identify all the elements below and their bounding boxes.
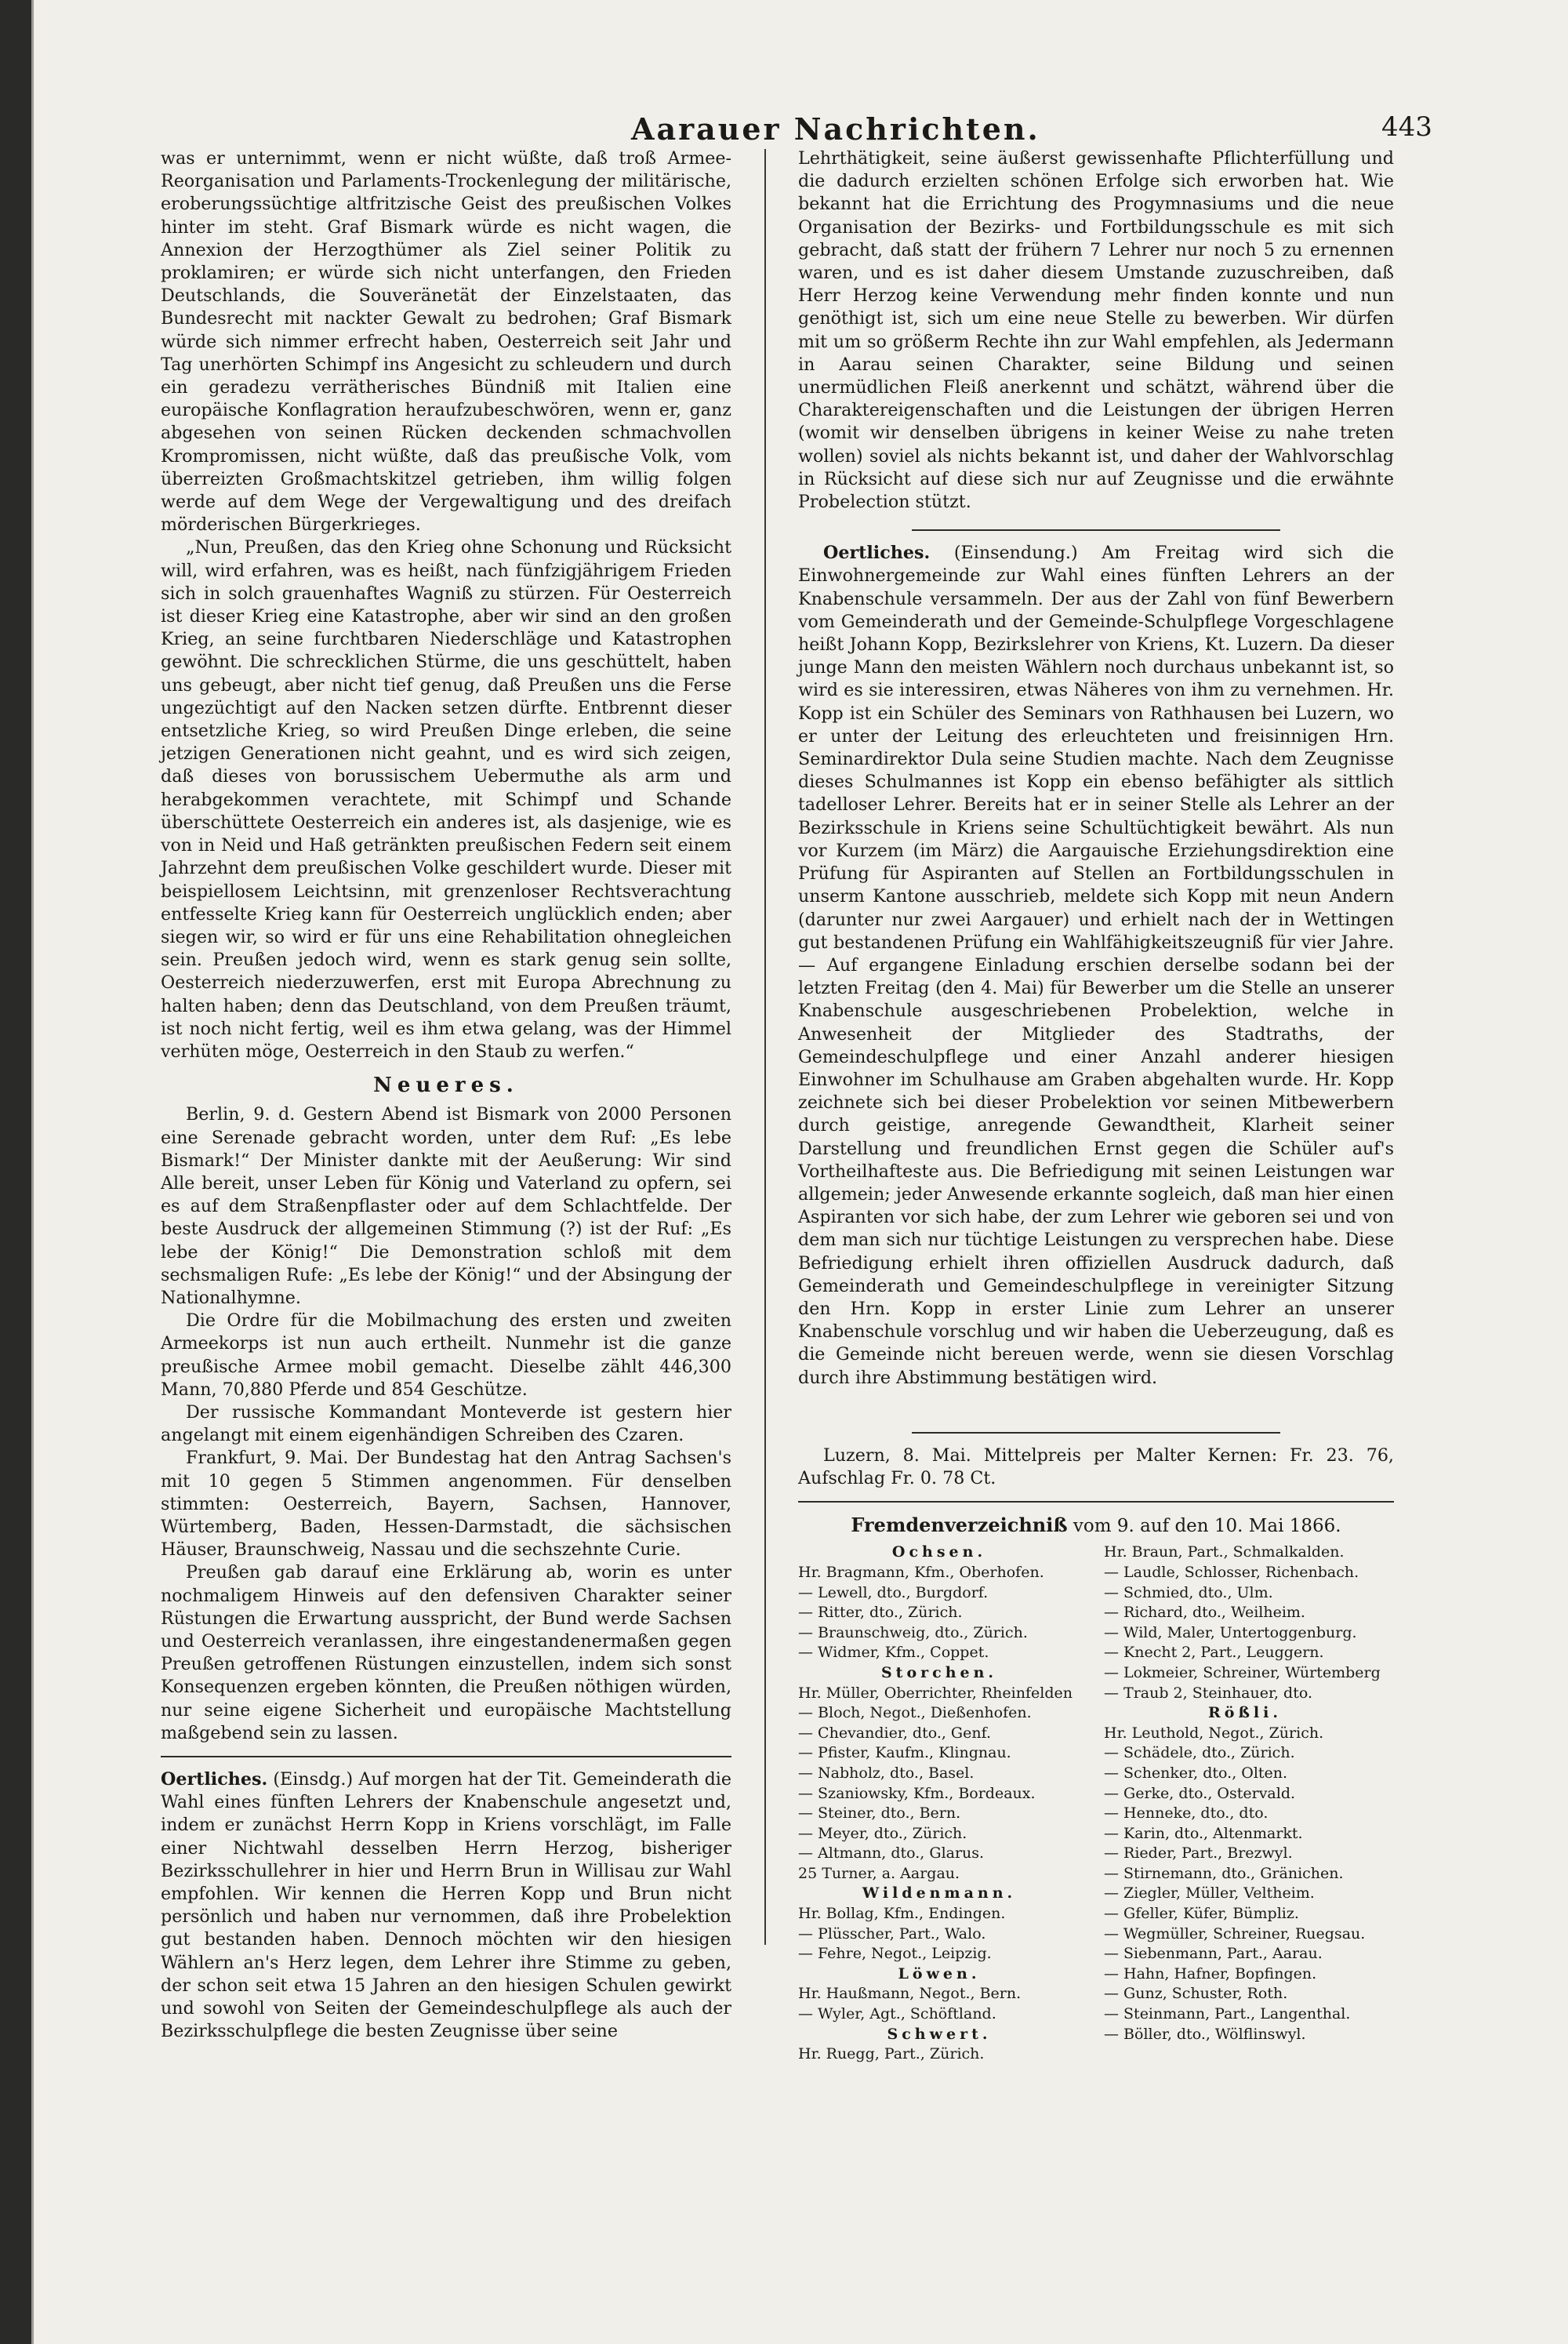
right-column xyxy=(798,147,1394,2065)
visitors-list-right xyxy=(1104,1543,1386,2064)
visitor-entry: Hr. Leuthold, Negot., Zürich. xyxy=(1104,1724,1324,1742)
visitor-entry: — Bloch, Negot., Dießenhofen. xyxy=(798,1704,1032,1722)
berlin-article: Berlin, 9. d. Gestern Abend ist Bismark von 2000 Personen eine Serenade gebracht worden, unter dem Ruf: „Es lebe Bismark!“ Der Minister dankte mit der Aeußerung: Wir sind Alle bereit, unser Leben für König und Vaterland zu opfern, sei es auf dem Straßenpflaster oder auf dem Schlachtfelde. Der beste Ausdruck der allgemeinen Stimmung (?) ist der Ruf: „Es lebe der König!“ Die Demonstration schloß mit dem sechsmaligen Rufe: „Es lebe der König!“ und der Absingung der Nationalhymne. xyxy=(161,1104,731,1308)
left-paragraph-2: „Nun, Preußen, das den Krieg ohne Schonung und Rücksicht will, wird erfahren, was es heißt, nach fünfzigjährigem Frieden sich in solch grauenhaftes Wagniß zu stürzen. Für Oesterreich ist dieser Krieg eine Katastrophe, aber wir sind an den großen Krieg, an seine furchtbaren Niederschläge und Katastrophen gewöhnt. Die schrecklichen Stürme, die uns geschüttelt, haben uns gebeugt, aber nicht tief genug, daß Preußen uns die Ferse ungezüchtigt auf den Nacken setzen dürfte. Entbrennt dieser entsetzliche Krieg, so wird Preußen Dinge erleben, die seine jetzigen Generationen nicht geahnt, und es wird sich zeigen, daß dieses von borussischem Uebermuthe als arm und herabgekommen verachtete, mit Schimpf und Schande überschüttete Oesterreich ein anderes ist, als dasjenige, wie es von in Neid und Haß getränkten preußischen Federn seit einem Jahrzehnt dem preußischen Volke geschildert wurde. Dieser mit beispiellosem Leichtsinn, mit grenzenloser Rechtsverachtung entfesselte Krieg kann für Oesterreich unglücklich enden; aber siegen wir, so wird er für uns eine Rehabilitation ohnegleichen sein. Preußen jedoch wird, wenn es stark genug sein sollte, Oesterreich niederzuwerfen, erst mit Europa Abrechnung zu halten haben; denn das Deutschland, von dem Preußen träumt, ist noch nicht fertig, weil es ihm etwa gelang, was der Himmel verhüten möge, Oesterreich in den Staub zu werfen.“ xyxy=(161,537,731,1062)
left-column xyxy=(161,147,731,2043)
visitor-entry: Hr. Müller, Oberrichter, Rheinfelden xyxy=(798,1684,1073,1702)
visitor-entry: — Schädele, dto., Zürich. xyxy=(1104,1744,1295,1762)
visitors-title xyxy=(798,1514,1394,1538)
oertliches-heading-1: Oertliches. xyxy=(161,1769,268,1790)
visitor-entry: — Widmer, Kfm., Coppet. xyxy=(798,1644,989,1662)
visitor-entry: — Steinmann, Part., Langenthal. xyxy=(1104,2005,1351,2023)
hotel-heading: Rößli. xyxy=(1208,1704,1282,1722)
russian-commander-article: Der russische Kommandant Monteverde ist gestern hier angelangt mit einem eigenhändigen Schreiben des Czaren. xyxy=(161,1401,731,1446)
visitor-entry: — Szaniowsky, Kfm., Bordeaux. xyxy=(798,1784,1036,1802)
visitor-entry: — Gunz, Schuster, Roth. xyxy=(1104,1985,1288,2003)
visitor-entry: — Braunschweig, dto., Zürich. xyxy=(798,1623,1028,1641)
hotel-heading: Wildenmann. xyxy=(862,1884,1017,1902)
visitor-entry: — Wegmüller, Schreiner, Ruegsau. xyxy=(1104,1924,1366,1942)
masthead-title: Aarauer Nachrichten. xyxy=(631,111,1040,147)
continued-paragraph: Lehrthätigkeit, seine äußerst gewissenhafte Pflichterfüllung und die dadurch erzielten schönen Erfolge sich erworben hat. Wie bekannt hat die Errichtung des Progymnasiums und die neue Organisation der Bezirks- und Fortbildungsschule es mit sich gebracht, daß statt der frühern 7 Lehrer nur noch 5 zu ernennen waren, und es ist daher diesem Umstande zuzuschreiben, daß Herr Herzog keine Verwendung mehr finden konnte und nun genöthigt ist, sich um eine neue Stelle zu bewerben. Wir dürfen mit um so größerm Rechte ihn zur Wahl empfehlen, als Jedermann in Aarau seinen Charakter, seine Bildung und seinen unermüdlichen Fleiß anerkennt und schätzt, während über die Charaktereigenschaften und die Leistungen der übrigen Herren (womit wir denselben übrigens in keiner Weise zu nahe treten wollen) soviel als nichts bekannt ist, und daher der Wahlvorschlag in Rücksicht auf diese sich nur auf Zeugnisse und die erwähnte Probelection stützt. xyxy=(798,148,1394,513)
visitor-entry: — Böller, dto., Wölflinswyl. xyxy=(1104,2025,1306,2043)
section-divider xyxy=(161,1756,731,1757)
visitor-entry: — Laudle, Schlosser, Richenbach. xyxy=(1104,1563,1359,1581)
visitor-entry: Hr. Bragmann, Kfm., Oberhofen. xyxy=(798,1563,1044,1581)
column-divider xyxy=(764,149,766,1945)
page-number: 443 xyxy=(1381,111,1432,143)
visitors-heading: Fremdenverzeichniß xyxy=(851,1514,1068,1537)
visitor-entry: Hr. Braun, Part., Schmalkalden. xyxy=(1104,1543,1345,1561)
visitor-entry: — Lewell, dto., Burgdorf. xyxy=(798,1583,989,1601)
visitor-entry: — Hahn, Hafner, Bopfingen. xyxy=(1104,1964,1317,1982)
prussia-declaration-article: Preußen gab darauf eine Erklärung ab, worin es unter nochmaligem Hinweis auf den defensiven Charakter seiner Rüstungen die Erwartung ausspricht, der Bund werde Sachsen und Oesterreich veranlassen, ihre eingestandenermaßen gegen Preußen getroffenen Rüstungen einzustellen, indem sich sonst Konsequenzen ergeben könnten, die Preußen nöthigen würden, nur seine eigene Sicherheit und europäische Machtstellung maßgebend sein zu lassen. xyxy=(161,1562,731,1743)
visitor-entry: — Gfeller, Küfer, Bümpliz. xyxy=(1104,1905,1299,1923)
scan-gutter xyxy=(0,0,31,2344)
visitor-entry: 25 Turner, a. Aargau. xyxy=(798,1864,960,1882)
frankfurt-article: Frankfurt, 9. Mai. Der Bundestag hat den Antrag Sachsen's mit 10 gegen 5 Stimmen angenommen. Für denselben stimmten: Oesterreich, Bayern, Sachsen, Hannover, Würtemberg, Baden, Hessen-Darmstadt, die sächsischen Häuser, Braunschweig, Nassau und die sechszehnte Curie. xyxy=(161,1448,731,1561)
visitor-entry: — Altmann, dto., Glarus. xyxy=(798,1844,985,1862)
hotel-heading: Storchen. xyxy=(880,1663,998,1681)
oertliches-article-2 xyxy=(798,542,1394,1390)
visitor-entry: — Knecht 2, Part., Leuggern. xyxy=(1104,1644,1324,1662)
visitor-entry: — Stirnemann, dto., Gränichen. xyxy=(1104,1864,1344,1882)
visitor-entry: — Steiner, dto., Bern. xyxy=(798,1804,961,1823)
visitor-entry: — Ziegler, Müller, Veltheim. xyxy=(1104,1884,1315,1902)
visitor-entry: — Ritter, dto., Zürich. xyxy=(798,1604,963,1622)
visitor-entry: — Pfister, Kaufm., Klingnau. xyxy=(798,1744,1011,1762)
visitor-entry: — Karin, dto., Altenmarkt. xyxy=(1104,1824,1303,1842)
visitor-entry: — Wild, Maler, Untertoggenburg. xyxy=(1104,1623,1357,1641)
visitor-entry: — Schenker, dto., Olten. xyxy=(1104,1764,1288,1782)
ordre-article: Die Ordre für die Mobilmachung des ersten und zweiten Armeekorps ist nun auch ertheilt. Nunmehr ist die ganze preußische Armee mobil gemacht. Dieselbe zählt 446,300 Mann, 70,880 Pferde und 854 Geschütze. xyxy=(161,1310,731,1400)
visitor-entry: — Henneke, dto., dto. xyxy=(1104,1804,1269,1823)
neueres-heading: Neueres. xyxy=(373,1074,519,1098)
section-divider-right xyxy=(912,529,1280,531)
hotel-heading: Löwen. xyxy=(898,1964,981,1982)
visitors-dates: vom 9. auf den 10. Mai 1866. xyxy=(1067,1516,1341,1537)
visitor-entry: — Plüsscher, Part., Walo. xyxy=(798,1924,986,1942)
visitor-entry: — Siebenmann, Part., Aarau. xyxy=(1104,1945,1323,1963)
visitor-entry: — Fehre, Negot., Leipzig. xyxy=(798,1945,992,1963)
left-paragraph-1: was er unternimmt, wenn er nicht wüßte, daß troß Armee-Reorganisation und Parlaments-Trockenlegung der militärische, eroberungssüchtige altfritzische Geist des preußischen Volkes hinter im steht. Graf Bismark würde es nicht wagen, die Annexion der Herzogthümer als Ziel seiner Politik zu proklamiren; er würde sich nicht unterfangen, den Frieden Deutschlands, die Souveränetät der Einzelstaaten, das Bundesrecht mit nackter Gewalt zu bedrohen; Graf Bismark würde sich nimmer erfrecht haben, Oesterreich seit Jahr und Tag unerhörten Schimpf ins Angesicht zu schleudern und durch ein geradezu verrätherisches Bündniß mit Italien eine europäische Konflagration heraufzubeschwören, wenn er, ganz abgesehen von seinen Rücken deckenden schmachvollen Krompromissen, nicht wüßte, daß das preußische Volk, vom überreizten Großmachtskitzel getrieben, ihm willig folgen werde auf dem Wege der Vergewaltigung und des dreifach mörderischen Bürgerkrieges. xyxy=(161,148,731,536)
visitor-entry: — Chevandier, dto., Genf. xyxy=(798,1724,991,1742)
visitor-entry: — Meyer, dto., Zürich. xyxy=(798,1824,967,1842)
oertliches-text-1: (Einsdg.) Auf morgen hat der Tit. Gemeinderath die Wahl eines fünften Lehrers der Knabenschule angesetzt und, indem er zunächst Herrn Kopp in Kriens vorschlägt, im Falle einer Nichtwahl desselben Herrn Herzog, bisheriger Bezirksschullehrer in hier und Herrn Brun in Willisau zur Wahl empfohlen. Wir kennen die Herren Kopp und Brun nicht persönlich und haben nur vernommen, daß ihre Probelektion gut bestanden haben. Dennoch möchten wir den hiesigen Wählern an's Herz legen, dem Lehrer ihre Stimme zu geben, der schon seit etwa 15 Jahren an den hiesigen Schulen gewirkt und sowohl von Seiten der Gemeindeschulpflege als auch der Bezirksschulpflege die besten Zeugnisse über seine xyxy=(161,1769,731,2042)
page-header xyxy=(0,111,1568,151)
visitor-entry: — Richard, dto., Weilheim. xyxy=(1104,1604,1305,1622)
visitors-list-left xyxy=(798,1543,1080,2064)
luzern-market-price: Luzern, 8. Mai. Mittelpreis per Malter Kernen: Fr. 23. 76, Aufschlag Fr. 0. 78 Ct. xyxy=(798,1445,1394,1488)
visitor-entry: — Lokmeier, Schreiner, Würtemberg xyxy=(1104,1663,1381,1681)
hotel-heading: Ochsen. xyxy=(891,1543,987,1561)
scan-gutter-edge xyxy=(31,0,34,2344)
visitors-list xyxy=(798,1543,1394,2064)
visitor-entry: — Rieder, Part., Brezwyl. xyxy=(1104,1844,1293,1862)
visitors-divider xyxy=(798,1501,1394,1503)
visitor-entry: — Traub 2, Steinhauer, dto. xyxy=(1104,1684,1312,1702)
visitor-entry: — Schmied, dto., Ulm. xyxy=(1104,1583,1273,1601)
oertliches-heading-2: Oertliches. xyxy=(823,543,931,564)
oertliches-text-2: (Einsendung.) Am Freitag wird sich die Einwohnergemeinde zur Wahl eines fünften Lehrers an der Knabenschule versammeln. Der aus der Zahl von fünf Bewerbern vom Gemeinderath und der Gemeinde-Schulpflege Vorgeschlagene heißt Johann Kopp, Bezirkslehrer von Kriens, Kt. Luzern. Da dieser junge Mann den meisten Wählern noch durchaus unbekannt ist, so wird es sie interessiren, etwas Näheres von ihm zu vernehmen. Hr. Kopp ist ein Schüler des Seminars von Rathhausen bei Luzern, wo er unter der Leitung des erleuchteten und freisinnigen Hrn. Seminardirektor Dula seine Studien machte. Nach dem Zeugnisse dieses Schulmannes ist Kopp ein ebenso befähigter als sittlich tadelloser Lehrer. Bereits hat er in seiner Stelle als Lehrer an der Bezirksschule in Kriens seine Schultüchtigkeit bewährt. Als nun vor Kurzem (im März) die Aargauische Erziehungsdirektion eine Prüfung für Aspiranten auf Stellen an Fortbildungsschulen in unserm Kantone ausschrieb, meldete sich Kopp mit neun Andern (darunter nur zwei Aargauer) und erhielt nach der in Wettingen gut bestandenen Prüfung ein Wahlfähigkeitszeugniß für vier Jahre. — Auf ergangene Einladung erschien derselbe sodann bei der letzten Freitag (den 4. Mai) für Bewerber um die Stelle an unserer Knabenschule ausgeschriebenen Probelektion, welche in Anwesenheit der Mitglieder des Stadtraths, der Gemeindeschulpflege und einer Anzahl anderer hiesigen Einwohner im Schulhause am Graben abgehalten wurde. Hr. Kopp zeichnete sich bei dieser Probelektion vor seinen Mitbewerbern durch geistige, anregende Gewandtheit, Klarheit seiner Darstellung und freundlichen Ernst gegen die Schüler auf's Vortheilhafteste aus. Die Befriedigung mit seinen Leistungen war allgemein; jeder Anwesende erkannte sogleich, daß man hier einen Aspiranten vor sich habe, der zum Lehrer wie geboren sei und von dem man sich nur tüchtige Leistungen zu versprechen habe. Diese Befriedigung erhielt ihren offiziellen Ausdruck dadurch, daß Gemeinderath und Gemeindeschulpflege in vereinigter Sitzung den Hrn. Kopp in erster Linie zum Lehrer an unserer Knabenschule vorschlug und wir haben die Ueberzeugung, daß es die Gemeinde nicht bereuen werde, wenn sie diesen Vorschlag durch ihre Abstimmung bestätigen wird. xyxy=(798,543,1394,1388)
visitor-entry: Hr. Haußmann, Negot., Bern. xyxy=(798,1985,1022,2003)
visitor-entry: Hr. Ruegg, Part., Zürich. xyxy=(798,2045,985,2063)
visitor-entry: — Wyler, Agt., Schöftland. xyxy=(798,2005,996,2023)
visitor-entry: — Gerke, dto., Ostervald. xyxy=(1104,1784,1296,1802)
visitor-entry: Hr. Bollag, Kfm., Endingen. xyxy=(798,1905,1006,1923)
hotel-heading: Schwert. xyxy=(887,2025,992,2043)
oertliches-article-1 xyxy=(161,1768,731,2043)
visitor-entry: — Nabholz, dto., Basel. xyxy=(798,1764,975,1782)
market-divider xyxy=(912,1432,1280,1434)
